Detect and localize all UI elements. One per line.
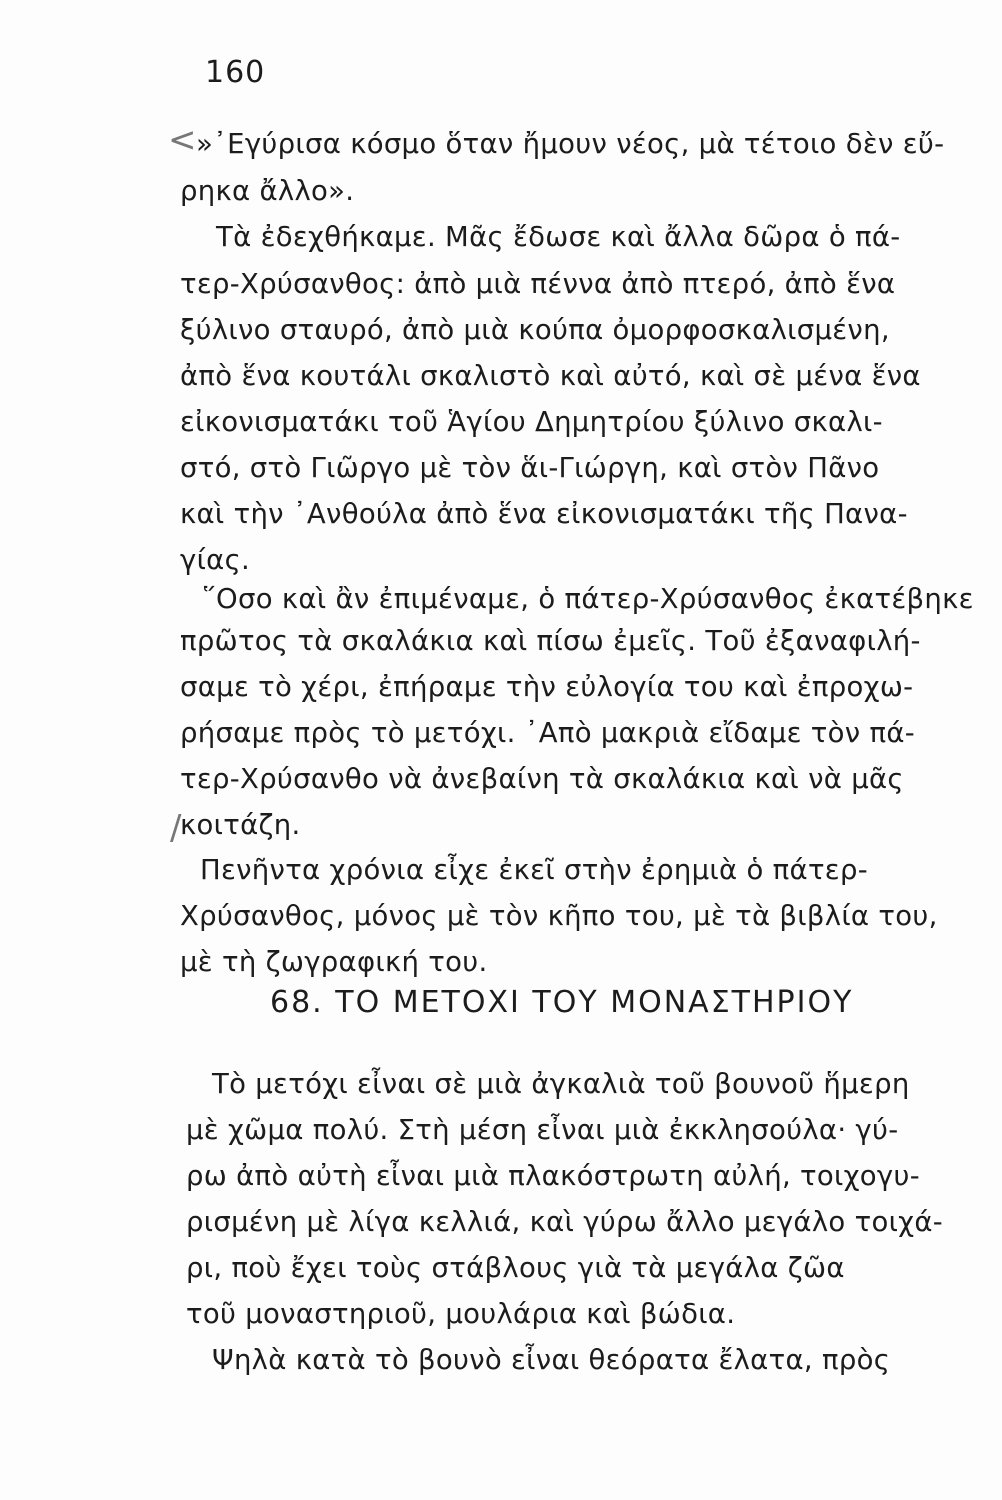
text-line: Τὰ ἐδεχθήκαμε. Μᾶς ἔδωσε καὶ ἄλλα δῶρα ὁ πά-	[216, 221, 901, 253]
text-line: Πενῆντα χρόνια εἶχε ἐκεῖ στὴν ἐρημιὰ ὁ πάτερ-	[200, 854, 868, 886]
text-line: τερ-Χρύσανθος: ἀπὸ μιὰ πέννα ἀπὸ πτερό, ἀπὸ ἕνα	[180, 268, 896, 300]
text-line: ρισμένη μὲ λίγα κελλιά, καὶ γύρω ἄλλο μεγάλο τοιχά-	[186, 1206, 944, 1238]
text-line: ρηκα ἄλλο».	[180, 175, 355, 207]
text-line: τερ-Χρύσανθο νὰ ἀνεβαίνη τὰ σκαλάκια καὶ νὰ μᾶς	[180, 763, 904, 795]
text-line: ρήσαμε πρὸς τὸ μετόχι. ᾿Απὸ μακριὰ εἴδαμε τὸν πά-	[180, 717, 915, 749]
section-heading: 68. ΤΟ ΜΕΤΟΧΙ ΤΟΥ ΜΟΝΑΣΤΗΡΙΟΥ	[270, 985, 854, 1020]
text-line: ἀπὸ ἕνα κουτάλι σκαλιστὸ καὶ αὐτό, καὶ σὲ μένα ἕνα	[180, 360, 921, 392]
page-number: 160	[205, 55, 266, 90]
text-line: ρι, ποὺ ἔχει τοὺς στάβλους γιὰ τὰ μεγάλα ζῶα	[186, 1252, 845, 1284]
text-line: ῞Οσο καὶ ἂν ἐπιμέναμε, ὁ πάτερ-Χρύσανθος ἐκατέβηκε	[202, 583, 974, 615]
text-line: εἰκονισματάκι τοῦ Ἁγίου Δημητρίου ξύλινο σκαλι-	[180, 406, 883, 438]
text-line: ξύλινο σταυρό, ἀπὸ μιὰ κούπα ὀμορφοσκαλισμένη,	[180, 314, 890, 346]
text-line: »᾿Εγύρισα κόσμο ὅταν ἤμουν νέος, μὰ τέτοιο δὲν εὔ-	[196, 128, 945, 160]
text-line: Ψηλὰ κατὰ τὸ βουνὸ εἶναι θεόρατα ἔλατα, πρὸς	[212, 1344, 891, 1376]
margin-mark-icon: <	[168, 120, 197, 160]
margin-slash-icon: /	[170, 808, 182, 848]
text-line: πρῶτος τὰ σκαλάκια καὶ πίσω ἐμεῖς. Τοῦ ἐξαναφιλή-	[180, 625, 921, 657]
text-line: Τὸ μετόχι εἶναι σὲ μιὰ ἀγκαλιὰ τοῦ βουνοῦ ἥμερη	[212, 1068, 910, 1100]
text-line: καὶ τὴν ᾿Ανθούλα ἀπὸ ἕνα εἰκονισματάκι τῆς Πανα-	[180, 498, 908, 530]
text-line: μὲ τὴ ζωγραφική του.	[180, 946, 488, 978]
text-line: ρω ἀπὸ αὐτὴ εἶναι μιὰ πλακόστρωτη αὐλή, τοιχογυ-	[186, 1160, 920, 1192]
text-line: τοῦ μοναστηριοῦ, μουλάρια καὶ βώδια.	[186, 1298, 736, 1330]
text-line: γίας.	[180, 544, 251, 576]
text-line: κοιτάζη.	[180, 809, 301, 841]
text-line: Χρύσανθος, μόνος μὲ τὸν κῆπο του, μὲ τὰ βιβλία του,	[180, 900, 938, 932]
text-line: μὲ χῶμα πολύ. Στὴ μέση εἶναι μιὰ ἐκκλησούλα· γύ-	[186, 1114, 899, 1146]
text-line: στό, στὸ Γιῶργο μὲ τὸν ἅι-Γιώργη, καὶ στὸν Πᾶνο	[180, 452, 880, 484]
text-line: σαμε τὸ χέρι, ἐπήραμε τὴν εὐλογία του καὶ ἐπροχω-	[180, 671, 914, 703]
